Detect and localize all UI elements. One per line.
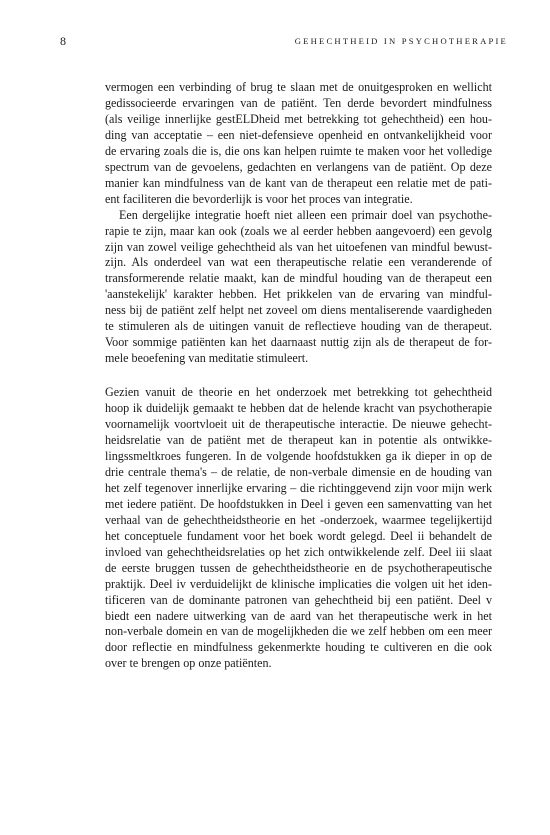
section-break (105, 367, 492, 385)
text-line: te stimuleren als de uitingen vanuit de reflectieve houding van de therapeut. (105, 319, 492, 334)
text-line: ent faciliteren die bevorderlijk is voor het proces van integratie. (105, 191, 413, 206)
text-line: zijn. Als onderdeel van wat een therapeutische relatie een veranderende of (105, 255, 492, 270)
text-line: de ervaring zoals die is, die ons kan helpen ruimte te maken voor het volledige (105, 143, 492, 158)
text-line: Een dergelijke integratie hoeft niet alleen een primair doel van psychothe- (119, 207, 492, 222)
text-line: (als veilige innerlijke gestELDheid met betrekking tot gehechtheid) een hou- (105, 111, 492, 126)
text-line: praktijk. Deel iv verduidelijkt de klinische implicaties die volgen uit het iden- (105, 576, 492, 591)
text-line: rapie te zijn, maar kan ook (zoals we al eerder hebben aangevoerd) een gevolg (105, 223, 492, 238)
text-line: verhaal van de gehechtheidstheorie en het -onderzoek, waarmee tegelijkertijd (105, 512, 492, 527)
body-text (105, 80, 492, 672)
text-line: biedt een nadere uitwerking van de aard van het therapeutische werk in het (105, 608, 492, 623)
text-line: ding van acceptatie – een niet-defensieve openheid en ontvankelijkheid voor (105, 127, 492, 142)
paragraph-1 (105, 80, 492, 208)
text-line: tificeren van de dominante patronen van gehechtheid bij een patiënt. Deel v (105, 592, 492, 607)
paragraph-3 (105, 385, 492, 672)
text-line: non-verbale domein en van de mogelijkheden die we zelf hebben om een meer (105, 624, 492, 639)
text-line: Voor sommige patiënten kan het daarnaast nuttig zijn als de therapeut de for- (105, 335, 492, 350)
text-line: vermogen een verbinding of brug te slaan met de onuitgesproken en wellicht (105, 80, 492, 94)
text-line: lingssmeltkroes fungeren. In de volgende hoofdstukken ga ik dieper in op de (105, 448, 492, 463)
text-line: hoop ik duidelijk gemaakt te hebben dat de helende kracht van psychotherapie (105, 401, 492, 416)
text-line: gedissocieerde ervaringen van de patiënt. Ten derde bevordert mindfulness (105, 95, 492, 110)
text-line: transformerende relatie maakt, kan de mindful houding van de therapeut een (105, 271, 492, 286)
text-line: spectrum van de gevoelens, gedachten en verlangens van de patiënt. Op deze (105, 159, 492, 174)
text-line: het zelf tegenover innerlijke ervaring – die richtinggevend zijn voor mijn werk (105, 480, 492, 495)
text-line: ness bij de patiënt zelf helpt net zoveel om diens mentaliserende vaardigheden (105, 303, 492, 318)
text-line: mele beoefening van meditatie stimuleert. (105, 351, 309, 366)
text-line: het conceptuele fundament voor het boek wordt gelegd. Deel ii behandelt de (105, 528, 492, 543)
text-line: drie centrale thema's – de relatie, de non-verbale dimensie en de houding van (105, 464, 492, 479)
text-line: invloed van gehechtheidsrelaties op het zich ontwikkelende zelf. Deel iii slaat (105, 544, 492, 559)
text-line: zijn van zowel veilige gehechtheid als van het uitoefenen van mindful bewust- (105, 239, 492, 254)
text-line: heidsrelatie van de patiënt met de therapeut kan in potentie als ontwikke- (105, 433, 492, 448)
paragraph-2 (105, 208, 492, 368)
text-line: Gezien vanuit de theorie en het onderzoek met betrekking tot gehechtheid (105, 385, 492, 400)
text-line: over te brengen op onze patiënten. (105, 656, 272, 671)
text-line: de eerste bruggen tussen de gehechtheidstheorie en de psychotherapeutische (105, 560, 492, 575)
text-line: voornamelijk voortvloeit uit de therapeutische interactie. De nieuwe gehecht- (105, 417, 492, 432)
text-line: met iedere patiënt. De hoofdstukken in Deel i geven een samenvatting van het (105, 496, 492, 511)
page-number: 8 (60, 34, 67, 48)
text-line: manier kan mindfulness van de kant van de therapeut een relatie met de pati- (105, 175, 492, 190)
text-line: 'aanstekelijk' karakter hebben. Het prikkelen van de ervaring van mindful- (105, 287, 492, 302)
text-line: door reflectie en mindfulness gekenmerkte houding te cultiveren en die ook (105, 640, 492, 655)
running-head: GEHECHTHEID IN PSYCHOTHERAPIE (294, 36, 508, 46)
